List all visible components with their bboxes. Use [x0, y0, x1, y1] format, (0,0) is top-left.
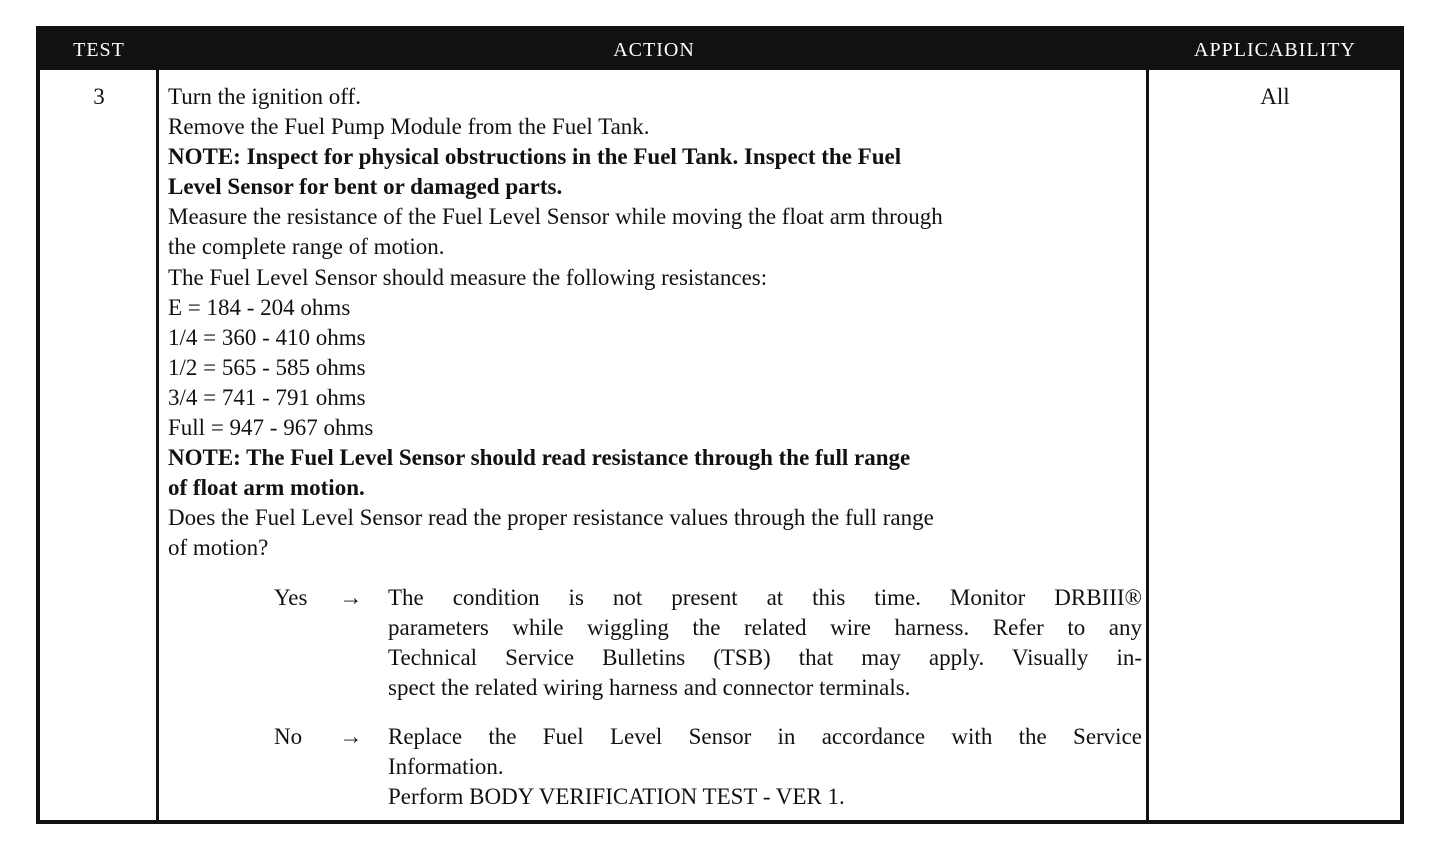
- measure-line: The Fuel Level Sensor should measure the following resistances:: [168, 264, 768, 290]
- note-line: of float arm motion.: [168, 475, 365, 501]
- yes-line: parameters while wiggling the related wire harness. Refer to any: [388, 614, 1142, 640]
- no-line: Information.: [388, 753, 504, 779]
- resistance-line: E = 184 - 204 ohms: [168, 294, 351, 320]
- question-line: of motion?: [168, 535, 269, 561]
- arrow-icon: →: [339, 723, 363, 749]
- header-action: ACTION: [613, 39, 695, 61]
- yes-line: spect the related wiring harness and connector terminals.: [388, 674, 911, 700]
- note-line: NOTE: Inspect for physical obstructions in the Fuel Tank. Inspect the Fuel: [168, 144, 902, 170]
- no-label: No: [274, 723, 303, 749]
- yes-line: Technical Service Bulletins (TSB) that may apply. Visually in-: [388, 644, 1142, 670]
- column-divider: [156, 70, 159, 820]
- note-line: NOTE: The Fuel Level Sensor should read resistance through the full range: [168, 445, 911, 471]
- applicability-value: All: [1260, 84, 1290, 109]
- yes-label: Yes: [274, 584, 308, 610]
- arrow-icon: →: [339, 584, 363, 610]
- column-divider: [1146, 70, 1149, 820]
- step-line: Remove the Fuel Pump Module from the Fuel Tank.: [168, 114, 650, 140]
- yes-line: The condition is not present at this time. Monitor DRBIII®: [388, 584, 1142, 610]
- resistance-line: Full = 947 - 967 ohms: [168, 415, 374, 441]
- resistance-line: 1/4 = 360 - 410 ohms: [168, 324, 366, 350]
- yes-text: [388, 583, 1142, 703]
- header-applicability: APPLICABILITY: [1194, 39, 1356, 61]
- table-header: [40, 30, 1400, 70]
- measure-line: Measure the resistance of the Fuel Level Sensor while moving the float arm through: [168, 204, 943, 230]
- header-test: TEST: [73, 39, 125, 61]
- no-line: Replace the Fuel Level Sensor in accordance with the Service: [388, 723, 1142, 749]
- note-line: Level Sensor for bent or damaged parts.: [168, 174, 563, 200]
- question-line: Does the Fuel Level Sensor read the proper resistance values through the full range: [168, 505, 934, 531]
- action-cell: [168, 82, 1142, 809]
- step-line: Turn the ignition off.: [168, 84, 361, 109]
- no-text: [388, 722, 1142, 812]
- resistance-line: 3/4 = 741 - 791 ohms: [168, 384, 366, 410]
- no-line: Perform BODY VERIFICATION TEST - VER 1.: [388, 783, 845, 809]
- measure-line: the complete range of motion.: [168, 234, 445, 260]
- diagnostic-table: [36, 26, 1404, 824]
- resistance-line: 1/2 = 565 - 585 ohms: [168, 354, 366, 380]
- test-number: 3: [93, 84, 105, 109]
